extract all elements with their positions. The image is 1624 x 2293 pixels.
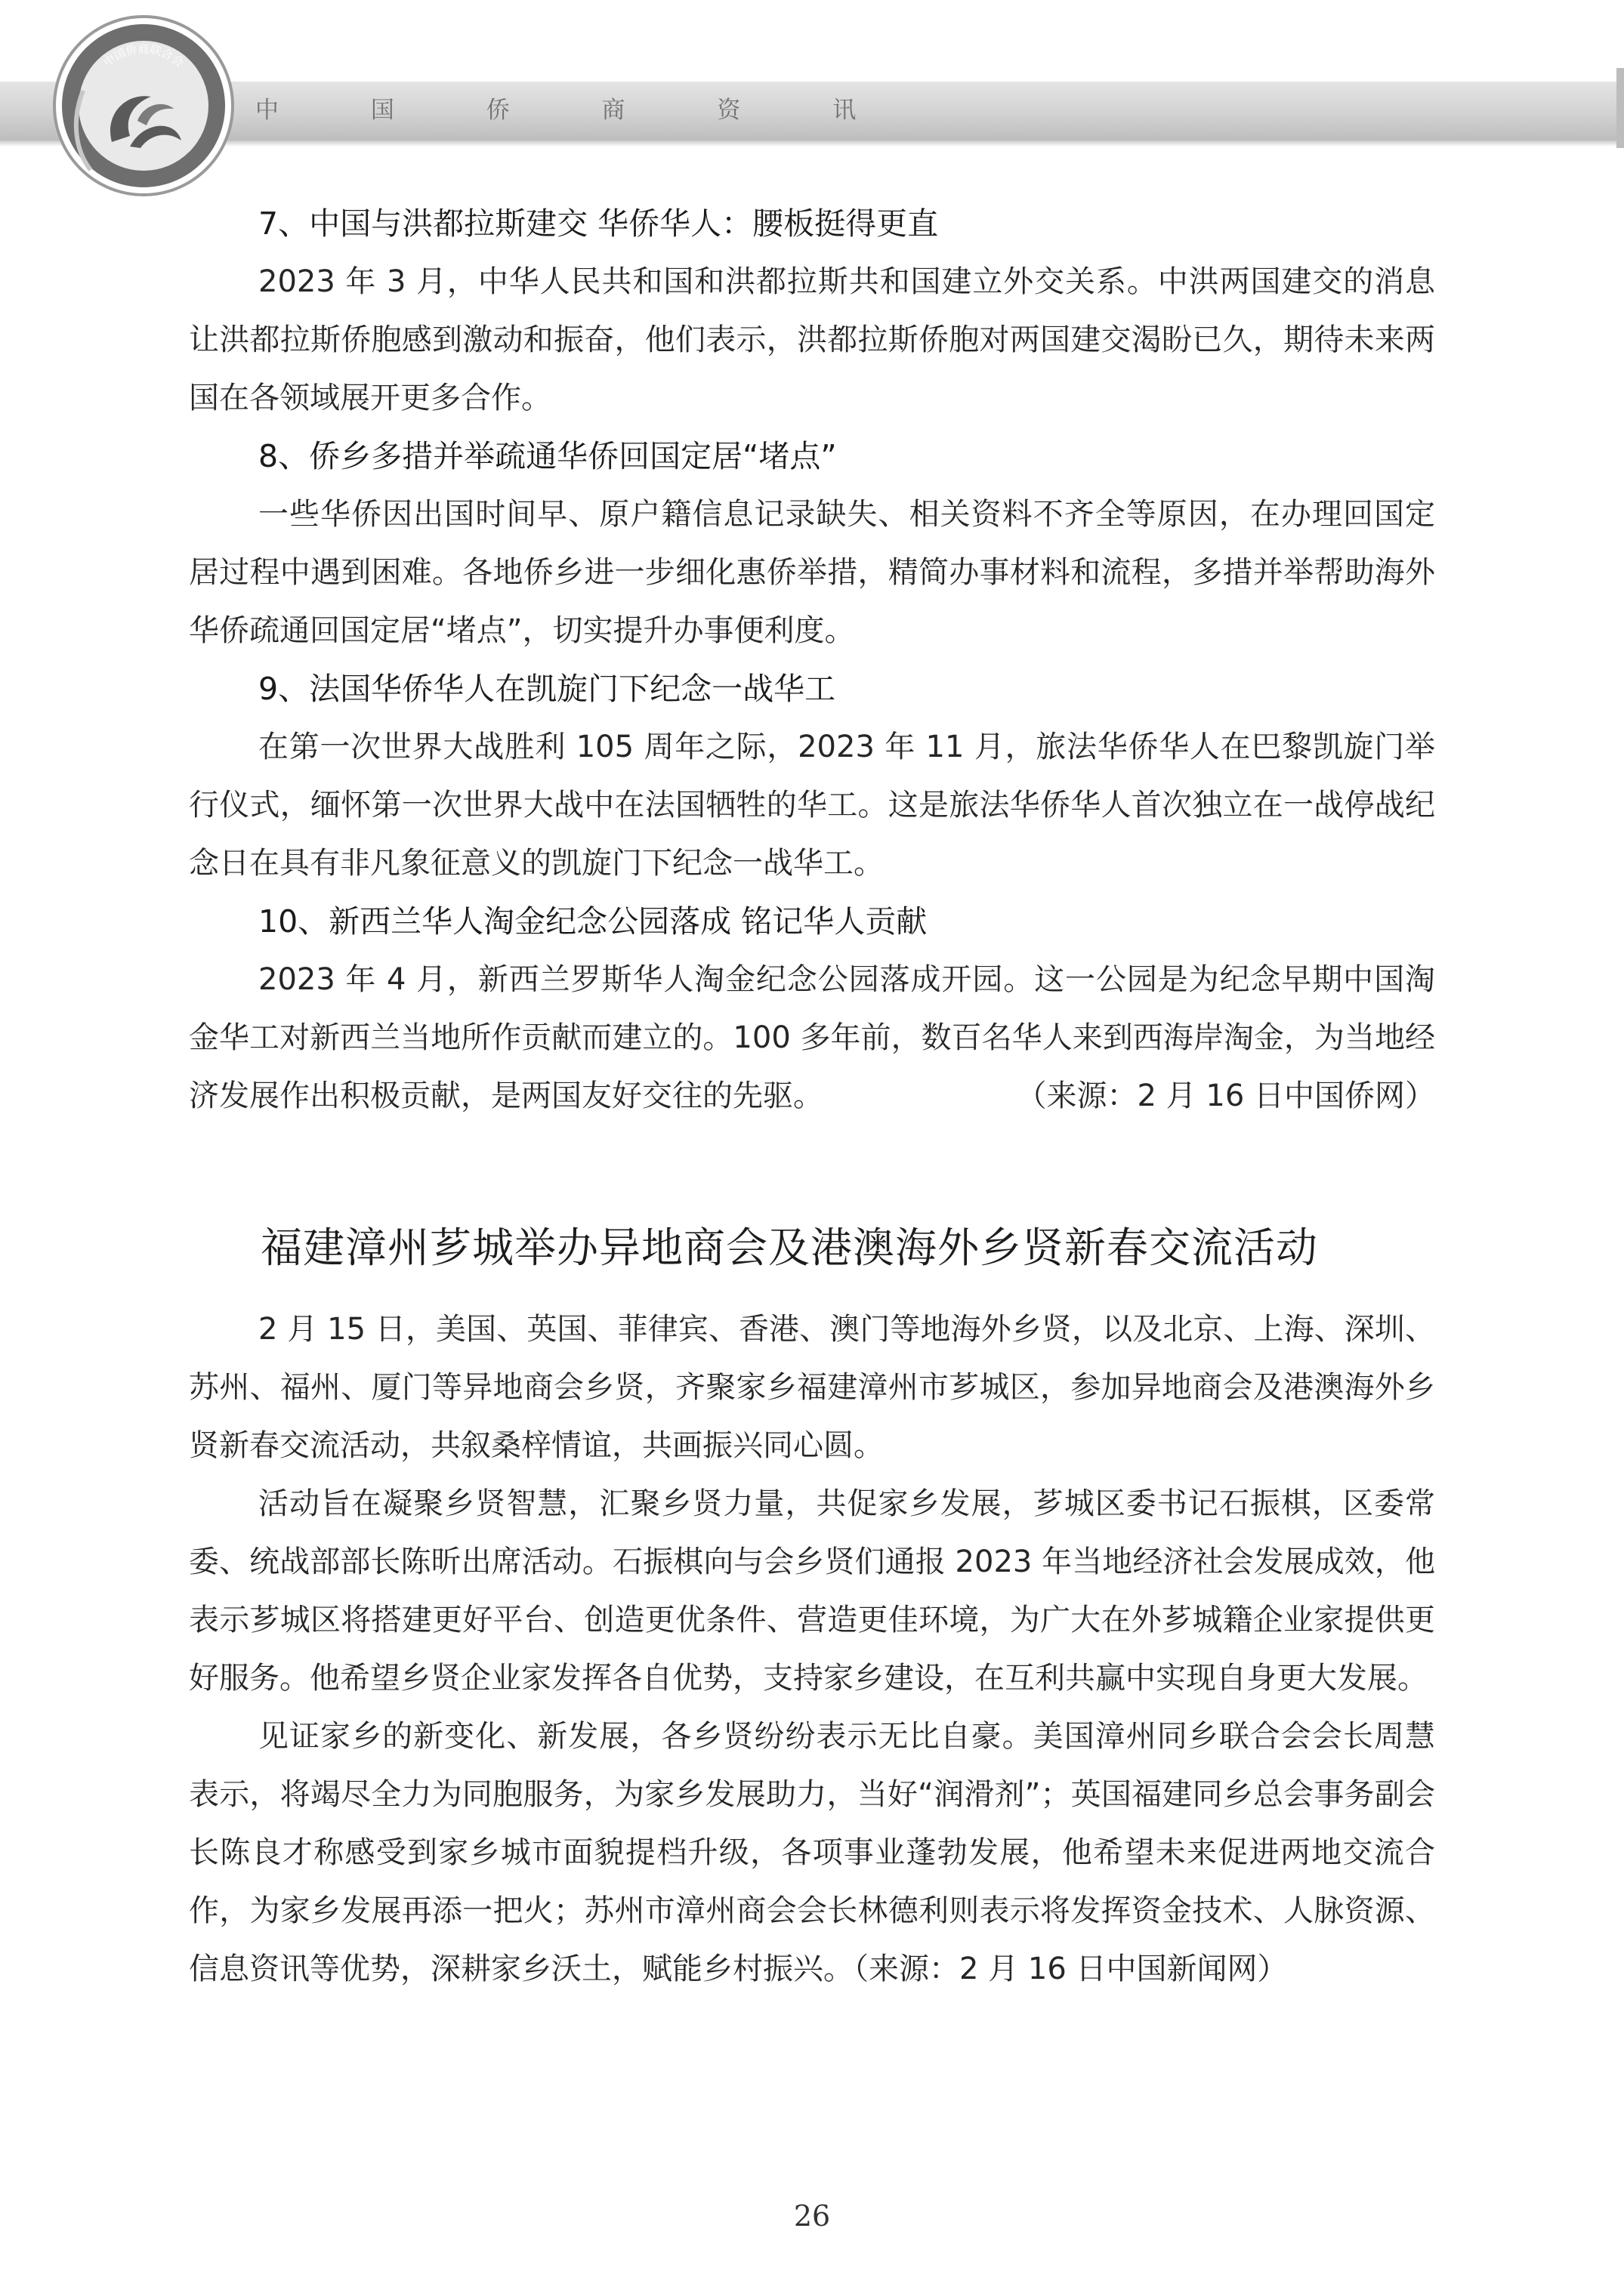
item-9-heading: 9、法国华侨华人在凯旋门下纪念一战华工 <box>258 671 836 707</box>
article-news-list <box>189 195 1435 1125</box>
article2-source: （来源：2 月 16 日中国新闻网） <box>854 1952 1288 1986</box>
article2-title: 福建漳州芗城举办异地商会及港澳海外乡贤新春交流活动 <box>261 1224 1319 1272</box>
item-8-body: 一些华侨因出国时间早、原户籍信息记录缺失、相关资料不齐全等原因，在办理回国定居过程中遇到困难。各地侨乡进一步细化惠侨举措，精简办事材料和流程，多措并举帮助海外华侨疏通回国定居“堵点”，切实提升办事便利度。 <box>189 497 1435 648</box>
item-10-heading: 10、新西兰华人淘金纪念公园落成 铭记华人贡献 <box>258 903 928 940</box>
item-7-heading: 7、中国与洪都拉斯建交 华侨华人：腰板挺得更直 <box>258 205 939 242</box>
header-shadow <box>0 140 1624 147</box>
article2-paragraph-3: 见证家乡的新变化、新发展，各乡贤纷纷表示无比自豪。美国漳州同乡联合会会长周慧表示，将竭尽全力为同胞服务，为家乡发展助力，当好“润滑剂”；英国福建同乡总会事务副会长陈良才称感受到家乡城市面貌提档升级，各项事业蓬勃发展，他希望未来促进两地交流合作，为家乡发展再添一把火；苏州市漳州商会会长林德利则表示将发挥资金技术、人脉资源、信息资讯等优势，深耕家乡沃土，赋能乡村振兴。 <box>189 1719 1435 1986</box>
logo-emblem <box>45 8 242 204</box>
item-7-body: 2023 年 3 月，中华人民共和国和洪都拉斯共和国建立外交关系。中洪两国建交的消息让洪都拉斯侨胞感到激动和振奋，他们表示，洪都拉斯侨胞对两国建交渴盼已久，期待未来两国在各领域展开更多合作。 <box>189 264 1435 415</box>
item-10-body-paragraph <box>189 951 1435 1125</box>
item-10-body: 2023 年 4 月，新西兰罗斯华人淘金纪念公园落成开园。这一公园是为纪念早期中国淘金华工对新西兰当地所作贡献而建立的。100 多年前，数百名华人来到西海岸淘金，为当地经济发展作出积极贡献，是两国友好交往的先驱。 <box>189 962 1435 1113</box>
article1-source: （来源：2 月 16 日中国侨网） <box>1016 1079 1435 1113</box>
logo-text: 中国侨商联合会 <box>100 42 187 70</box>
article2-paragraph-1: 2 月 15 日，美国、英国、菲律宾、香港、澳门等地海外乡贤，以及北京、上海、深圳、苏州、福州、厦门等异地商会乡贤，齐聚家乡福建漳州市芗城区，参加异地商会及港澳海外乡贤新春交流活动，共叙桑梓情谊，共画振兴同心圆。 <box>189 1312 1435 1463</box>
logo-inner-disc <box>79 41 208 171</box>
page-number: 26 <box>793 2199 831 2233</box>
item-8-heading: 8、侨乡多措并举疏通华侨回国定居“堵点” <box>258 438 837 474</box>
publication-title: 中 国 侨 商 资 讯 <box>255 97 899 124</box>
article2-paragraph-3-container <box>189 1708 1435 1998</box>
article2-paragraph-2: 活动旨在凝聚乡贤智慧，汇聚乡贤力量，共促家乡发展，芗城区委书记石振棋，区委常委、统战部部长陈昕出席活动。石振棋向与会乡贤们通报 2023 年当地经济社会发展成效，他表示芗城区将搭建更好平台、创造更优条件、营造更佳环境，为广大在外芗城籍企业家提供更好服务。他希望乡贤企业家发挥各自优势，支持家乡建设，在互利共赢中实现自身更大发展。 <box>189 1486 1435 1696</box>
header-edge-tab <box>1616 68 1624 148</box>
item-9-body: 在第一次世界大战胜利 105 周年之际，2023 年 11 月，旅法华侨华人在巴黎凯旋门举行仪式，缅怀第一次世界大战中在法国牺牲的华工。这是旅法华侨华人首次独立在一战停战纪念日在具有非凡象征意义的凯旋门下纪念一战华工。 <box>189 730 1435 881</box>
article2-body <box>189 1301 1435 1998</box>
